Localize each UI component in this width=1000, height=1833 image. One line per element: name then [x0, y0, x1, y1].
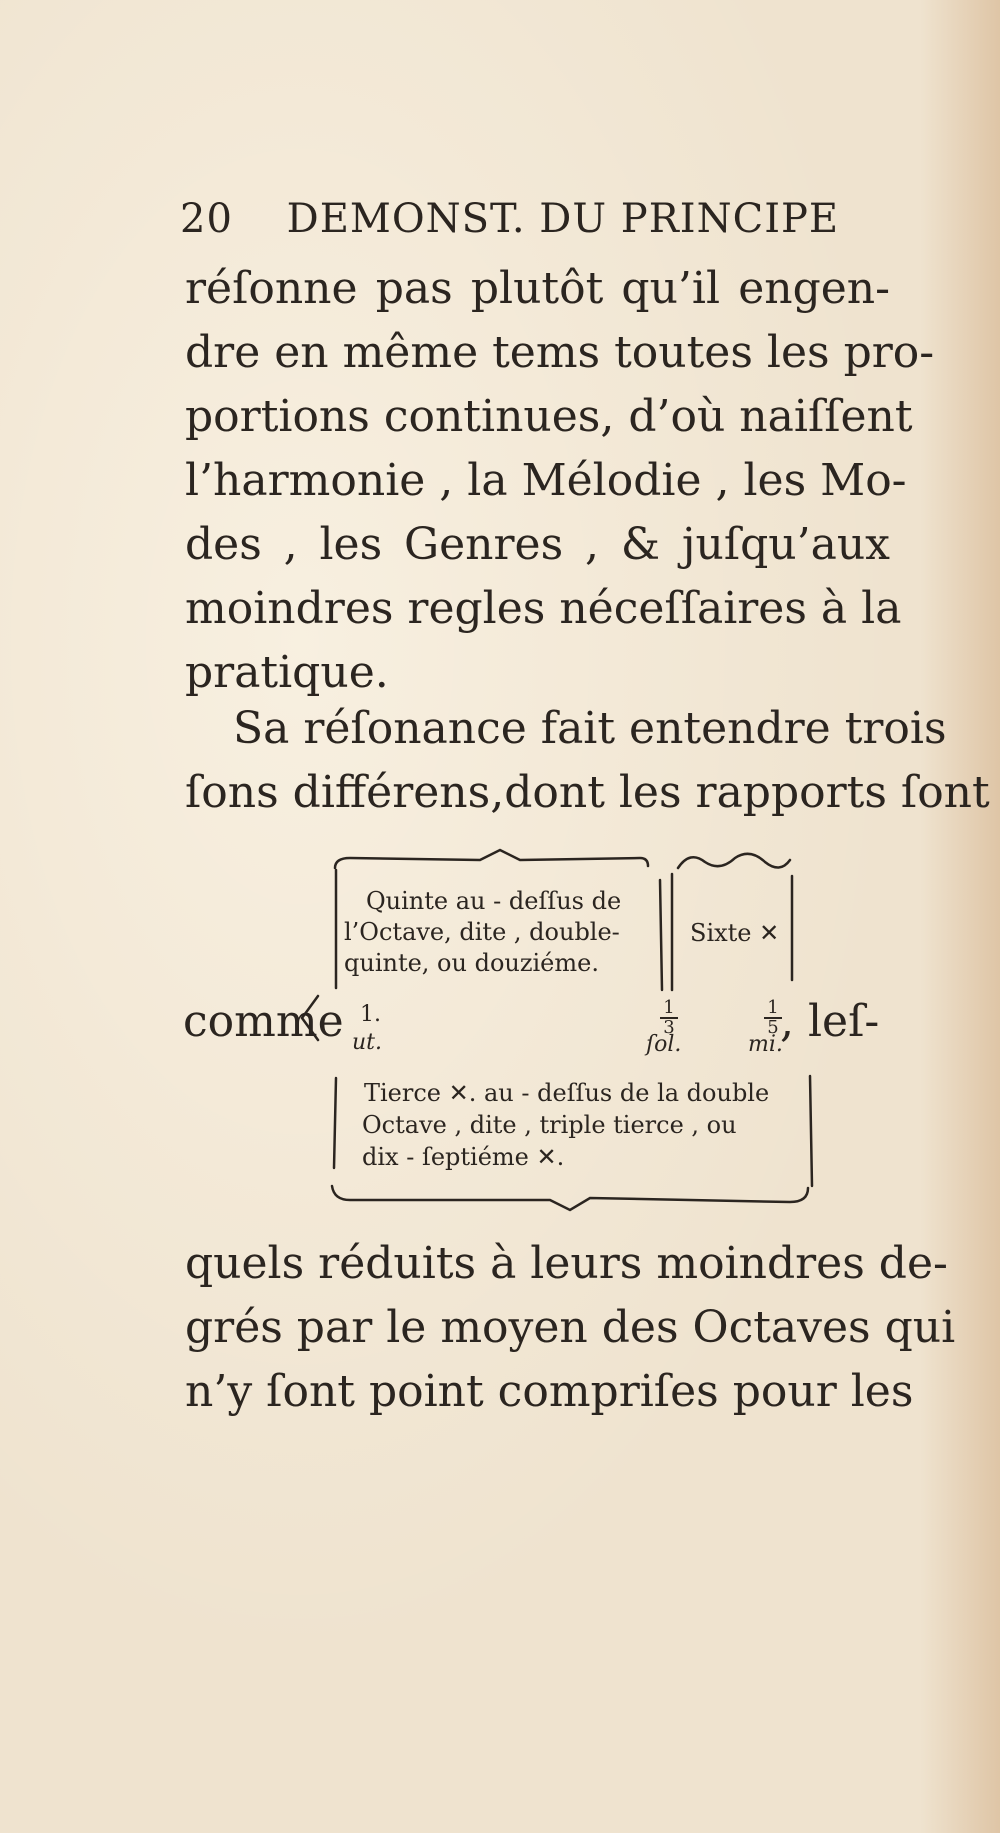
- text-line: des , les Genres , & juſqu’aux: [185, 519, 890, 570]
- ratio-3-name: mi.: [748, 1032, 783, 1057]
- text-line: pratique.: [185, 647, 389, 698]
- text-line: réſonne pas plutôt qu’il engen-: [185, 263, 890, 314]
- text-line: n’y ſont point compriſes pour les: [185, 1366, 914, 1417]
- running-title: DEMONST. DU PRINCIPE: [286, 196, 840, 242]
- text-line: grés par le moyen des Octaves qui: [185, 1302, 956, 1353]
- sixte-text: Sixte: [690, 919, 752, 947]
- ratio-2-fraction: [660, 997, 678, 1038]
- quinte-line: quinte, ou douziéme.: [344, 949, 599, 977]
- ratio-3-fraction: [764, 997, 782, 1038]
- text-line: quels réduits à leurs moindres de-: [185, 1238, 948, 1289]
- text-line: l’harmonie , la Mélodie , les Mo-: [185, 455, 907, 506]
- text-line: moindres regles néceſſaires à la: [185, 583, 902, 634]
- page-number: 20: [180, 196, 233, 242]
- text-line: Sa réſonance fait entendre trois: [233, 703, 947, 754]
- paragraph-2: [185, 697, 990, 825]
- ratio-3-numerator: 1: [767, 997, 779, 1018]
- ratio-3-denominator: 5: [767, 1017, 779, 1038]
- comme-word: comme: [183, 996, 344, 1047]
- ratio-1-name: ut.: [352, 1030, 383, 1055]
- trailing-word: , leſ-: [780, 996, 880, 1047]
- tierce-line: Tierce ✕. au - deſſus de la double: [364, 1079, 770, 1107]
- quinte-line: Quinte au - deſſus de: [366, 887, 622, 915]
- text-line: dre en même tems toutes les pro-: [185, 327, 935, 378]
- tierce-line: dix - ſeptiéme ✕.: [362, 1143, 565, 1171]
- diesis-icon: ✕: [759, 919, 780, 947]
- paragraph-3: [185, 1232, 956, 1424]
- ratio-1-number: 1.: [360, 1002, 381, 1027]
- quinte-line: l’Octave, dite , double-: [344, 918, 620, 946]
- ratio-2-numerator: 1: [663, 997, 675, 1018]
- text-line: portions continues, d’où naiſſent: [185, 391, 913, 442]
- paragraph-1: [185, 257, 935, 705]
- ratio-2-denominator: 3: [663, 1017, 675, 1038]
- running-header: [180, 196, 839, 242]
- text-line: ſons différens,dont les rapports ſont: [185, 767, 990, 818]
- tierce-line: Octave , dite , triple tierce , ou: [362, 1111, 737, 1139]
- ratio-2-name: ſol.: [646, 1032, 682, 1057]
- sixte-label: [690, 918, 779, 949]
